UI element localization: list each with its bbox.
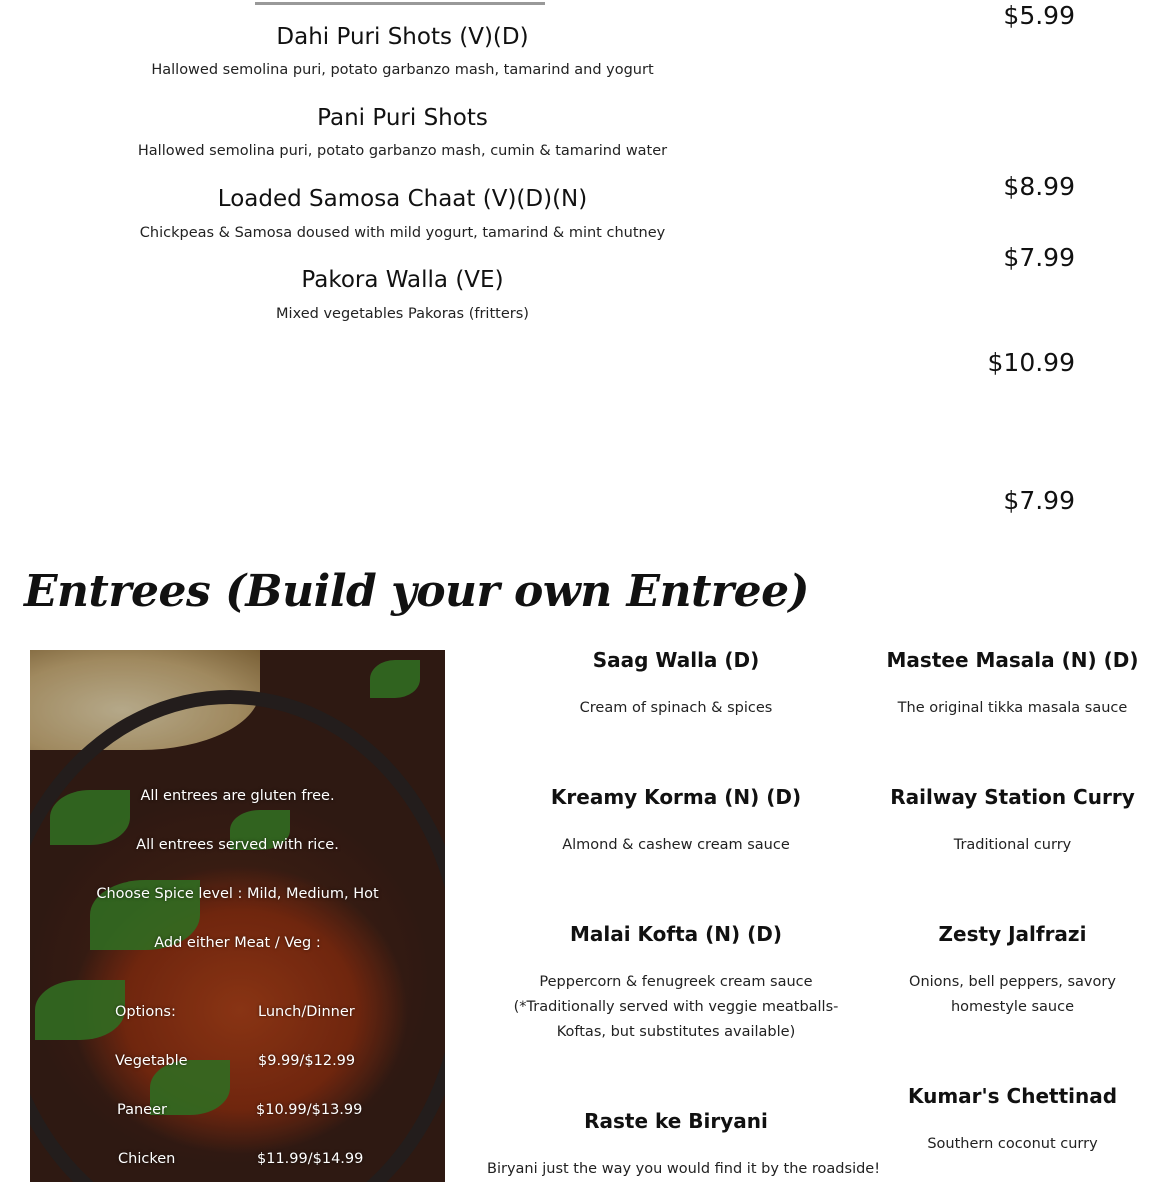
entree-desc-mastee-masala: The original tikka masala sauce — [897, 700, 1128, 716]
entree-desc-kumars-chettinad: Southern coconut curry — [927, 1136, 1098, 1152]
entree-name-saag-walla: Saag Walla (D) — [592, 648, 760, 672]
entree-name-zesty-jalfrazi: Zesty Jalfrazi — [938, 922, 1087, 946]
photo-overlay — [30, 650, 445, 1182]
entree-name-kumars-chettinad: Kumar's Chettinad — [907, 1084, 1118, 1108]
entree-name-malai-kofta: Malai Kofta (N) (D) — [569, 922, 783, 946]
options-header-value: Lunch/Dinner — [258, 1004, 355, 1020]
entree-desc-raste-ke-biryani: Biryani just the way you would find it by the roadside! — [487, 1161, 881, 1177]
item-desc-samosa-chaat: Chickpeas & Samosa doused with mild yogurt, tamarind & mint chutney — [139, 225, 666, 241]
item-name-pani-puri: Pani Puri Shots — [317, 105, 488, 131]
price: $10.99 — [987, 348, 1075, 377]
price: $7.99 — [1003, 486, 1075, 515]
entree-desc-saag-walla: Cream of spinach & spices — [579, 700, 773, 716]
entree-photo-panel — [30, 650, 445, 1182]
option-label: Chicken — [118, 1151, 176, 1167]
option-label: Paneer — [117, 1102, 167, 1118]
item-desc-pani-puri: Hallowed semolina puri, potato garbanzo mash, cumin & tamarind water — [137, 143, 668, 159]
option-label: Vegetable — [115, 1053, 188, 1069]
item-name-samosa-chaat: Loaded Samosa Chaat (V)(D)(N) — [217, 186, 588, 212]
entree-desc-kreamy-korma: Almond & cashew cream sauce — [562, 837, 790, 853]
option-price: $10.99/$13.99 — [256, 1102, 363, 1118]
cut-off-heading — [255, 0, 545, 5]
option-price: $9.99/$12.99 — [258, 1053, 356, 1069]
entree-desc-zesty-jalfrazi: Onions, bell peppers, savory homestyle sauce — [909, 974, 1116, 1015]
item-name-pakora-walla: Pakora Walla (VE) — [301, 267, 504, 293]
options-header-label: Options: — [115, 1004, 176, 1020]
entree-name-mastee-masala: Mastee Masala (N) (D) — [886, 648, 1139, 672]
info-add-protein: Add either Meat / Veg : — [154, 935, 321, 951]
entree-name-railway-station-curry: Railway Station Curry — [890, 785, 1135, 809]
info-spice-level: Choose Spice level : Mild, Medium, Hot — [96, 886, 379, 902]
section-title-entrees: Entrees (Build your own Entree) — [24, 566, 809, 617]
entree-name-kreamy-korma: Kreamy Korma (N) (D) — [550, 785, 802, 809]
price: $7.99 — [1003, 243, 1075, 272]
info-gluten-free: All entrees are gluten free. — [140, 788, 335, 804]
item-name-dahi-puri: Dahi Puri Shots (V)(D) — [276, 24, 529, 50]
item-desc-pakora-walla: Mixed vegetables Pakoras (fritters) — [276, 306, 529, 322]
item-desc-dahi-puri: Hallowed semolina puri, potato garbanzo mash, tamarind and yogurt — [151, 62, 654, 78]
price: $8.99 — [1003, 172, 1075, 201]
entree-name-raste-ke-biryani: Raste ke Biryani — [584, 1109, 768, 1133]
entree-desc-malai-kofta: Peppercorn & fenugreek cream sauce (*Traditionally served with veggie meatballs-Koftas, but substitutes available) — [513, 974, 839, 1040]
option-price: $11.99/$14.99 — [257, 1151, 364, 1167]
info-with-rice: All entrees served with rice. — [136, 837, 339, 853]
entree-desc-railway-station-curry: Traditional curry — [953, 837, 1072, 853]
price: $5.99 — [1003, 1, 1075, 30]
